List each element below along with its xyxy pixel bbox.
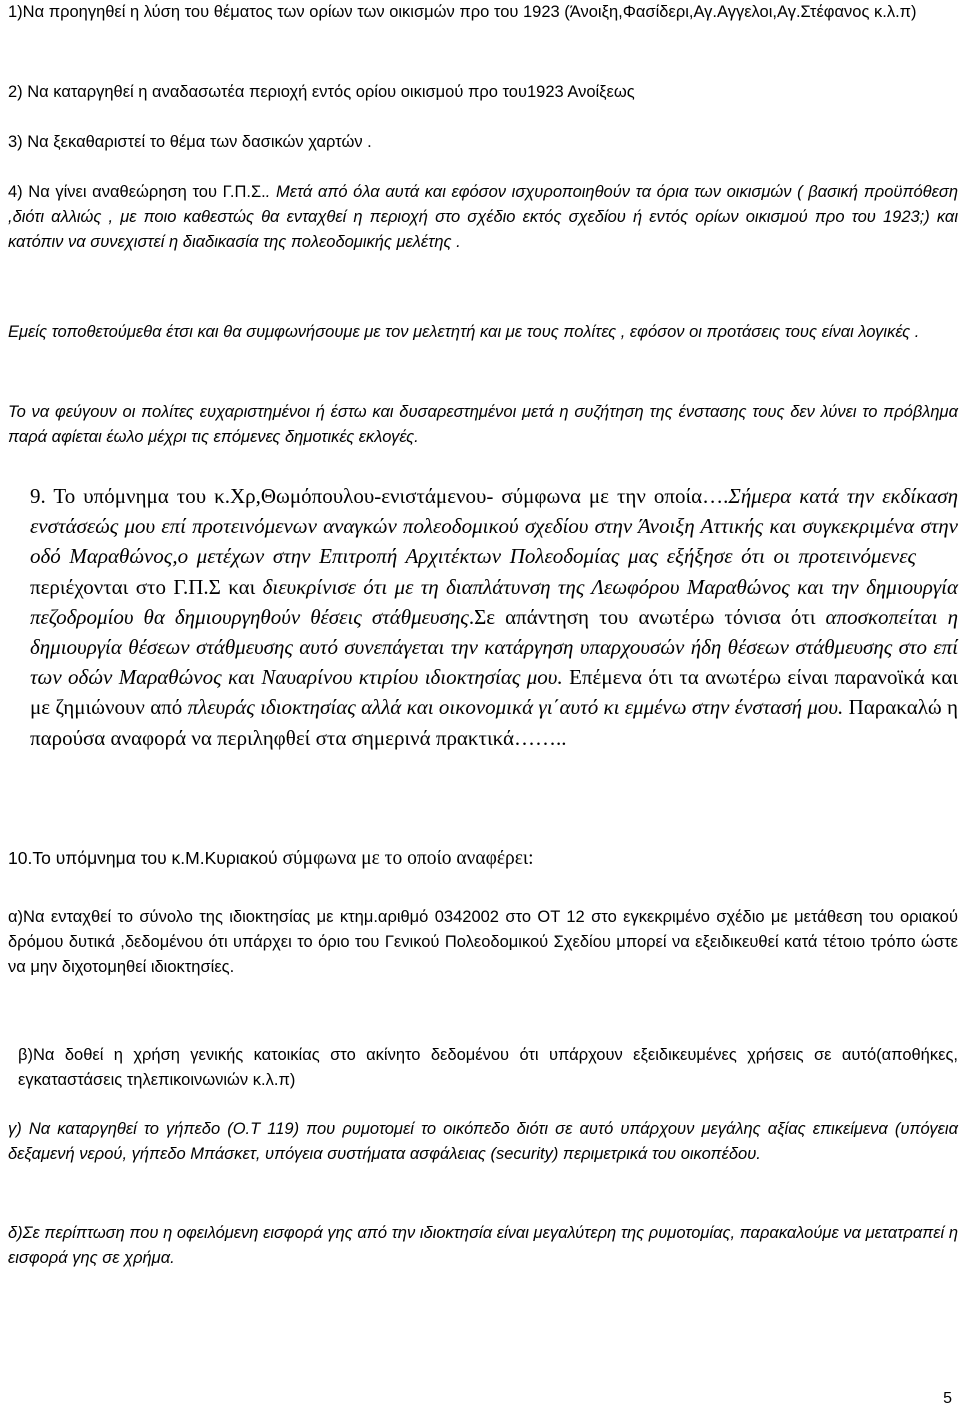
item-4-lead: 4) Να γίνει αναθεώρηση του Γ.Π.Σ.	[8, 183, 266, 201]
request-d: δ)Σε περίπτωση που η οφειλόμενη εισφορά γης από την ιδιοκτησία είναι μεγαλύτερη της ρυμοτομίας, παρακαλούμε να μετατραπεί η εισφορά γης σε χρήμα.	[8, 1224, 958, 1267]
item-3: 3) Να ξεκαθαριστεί το θέμα των δασικών χαρτών .	[8, 133, 372, 151]
item-4	[8, 180, 958, 255]
memo-9-text-7: πλευράς ιδιοκτησίας αλλά και οικονομικά γι΄αυτό κι εμμένω στην ένστασή μου.	[187, 695, 844, 720]
memo-10-heading	[8, 848, 958, 870]
memo-9-heading: 9. Το υπόμνημα του κ.Χρ,Θωμόπουλου-ενιστάμενου- σύμφωνα με την οποία….	[30, 484, 729, 508]
request-b: β)Να δοθεί η χρήση γενικής κατοικίας στο ακίνητο δεδομένου ότι υπάρχουν εξειδικευμένες χρήσεις σε αυτό(αποθήκες, εγκαταστάσεις τηλεπικοινωνιών κ.λ.π)	[18, 1046, 958, 1089]
item-2: 2) Να καταργηθεί η αναδασωτέα περιοχή εντός ορίου οικισμού προ του1923 Ανοίξεως	[8, 83, 635, 101]
memo-10-heading-tail: σύμφωνα με το οποίο αναφέρει:	[277, 848, 534, 869]
memo-9	[30, 481, 958, 753]
closing-remark: Το να φεύγουν οι πολίτες ευχαριστημένοι ή έστω και δυσαρεστημένοι μετά η συζήτηση της ένστασης τους δεν λύνει το πρόβλημα παρά αφίεται έωλο μέχρι τις επόμενες δημοτικές εκλογές.	[8, 403, 958, 446]
position-statement: Εμείς τοποθετούμεθα έτσι και θα συμφωνήσουμε με τον μελετητή και με τους πολίτες , εφόσον οι προτάσεις τους είναι λογικές .	[8, 323, 920, 341]
memo-9-text-6: Επέμενα ότι τα ανωτέρω είναι παρανοϊκά και με ζημιώνουν από	[30, 665, 959, 720]
request-a: α)Να ενταχθεί το σύνολο της ιδιοκτησίας με κτημ.αριθμό 0342002 στο ΟΤ 12 στο εγκεκριμένο σχέδιο με μετάθεση του οριακού δρόμου δυτικά ,δεδομένου ότι υπάρχει το όριο του Γενικού Πολεοδομικού Σχεδίου μπορεί να εξειδικευθεί κατά τέτοιο τρόπο ώστε να μην διχοτομηθεί ιδιοκτησίες.	[8, 908, 958, 976]
page-number: 5	[943, 1390, 952, 1407]
memo-9-text-5: αποσκοπείται η δημιουργία θέσεων στάθμευσης αυτό συνεπάγεται την κατάργηση υπαρχουσών ήδη θέσεων στάθμευσης στο επί των οδών Μαραθώνος και Ναυαρίνου κτιρίου ιδιοκτησίας μου.	[30, 604, 958, 690]
memo-10-heading-lead: 10.Το υπόμνημα του κ.Μ.Κυριακού	[8, 848, 278, 868]
item-1: 1)Να προηγηθεί η λύση του θέματος των ορίων των οικισμών προ του 1923 (Άνοιξη,Φασίδερι,Αγ.Αγγελοι,Αγ.Στέφανος κ.λ.π)	[8, 3, 917, 21]
memo-9-text-1: Σήμερα κατά την εκδίκαση ενστάσεώς μου επί προτεινόμενων αναγκών πολεοδομικού σχεδίου στην Άνοιξη Αττικής και συγκεκριμένα στην οδό Μαραθώνος,ο μετέχων στην Επιτροπή Αρχιτέκτων Πολεοδομίας μας εξήξησε ότι οι προτεινόμενες	[30, 484, 958, 569]
item-4-text: . Μετά από όλα αυτά και εφόσον ισχυροποιηθούν τα όρια των οικισμών ( βασική προϋπόθεση ,διότι αλλιώς , με ποιο καθεστώς θα ενταχθεί η περιοχή στο σχέδιο εκτός σχεδίου ή εντός ορίων οικισμού προ του 1923;) και κατόπιν να συνεχιστεί η διαδικασία της πολεοδομικής μελέτης .	[8, 183, 958, 251]
memo-9-text-4: .Σε απάντηση του ανωτέρω τόνισα ότι	[468, 604, 816, 629]
memo-9-text-2: περιέχονται στο Γ.Π.Σ και	[30, 574, 256, 599]
memo-9-text-3: διευκρίνισε ότι με τη διαπλάτυνση της Λεωφόρου Μαραθώνος και την δημιουργία πεζοδρομίου θα δημιουργηθούν θέσεις στάθμευσης	[30, 574, 959, 629]
memo-9-text-8: Παρακαλώ η παρούσα αναφορά να περιληφθεί στα σημερινά πρακτικά……..	[30, 695, 958, 750]
request-c: γ) Να καταργηθεί το γήπεδο (Ο.Τ 119) που ρυμοτομεί το οικόπεδο διότι σε αυτό υπάρχουν μεγάλης αξίας επικείμενα (υπόγεια δεξαμενή νερού, γήπεδο Μπάσκετ, υπόγεια συστήματα ασφάλειας (security) περιμετρικά του οικοπέδου.	[8, 1120, 958, 1163]
